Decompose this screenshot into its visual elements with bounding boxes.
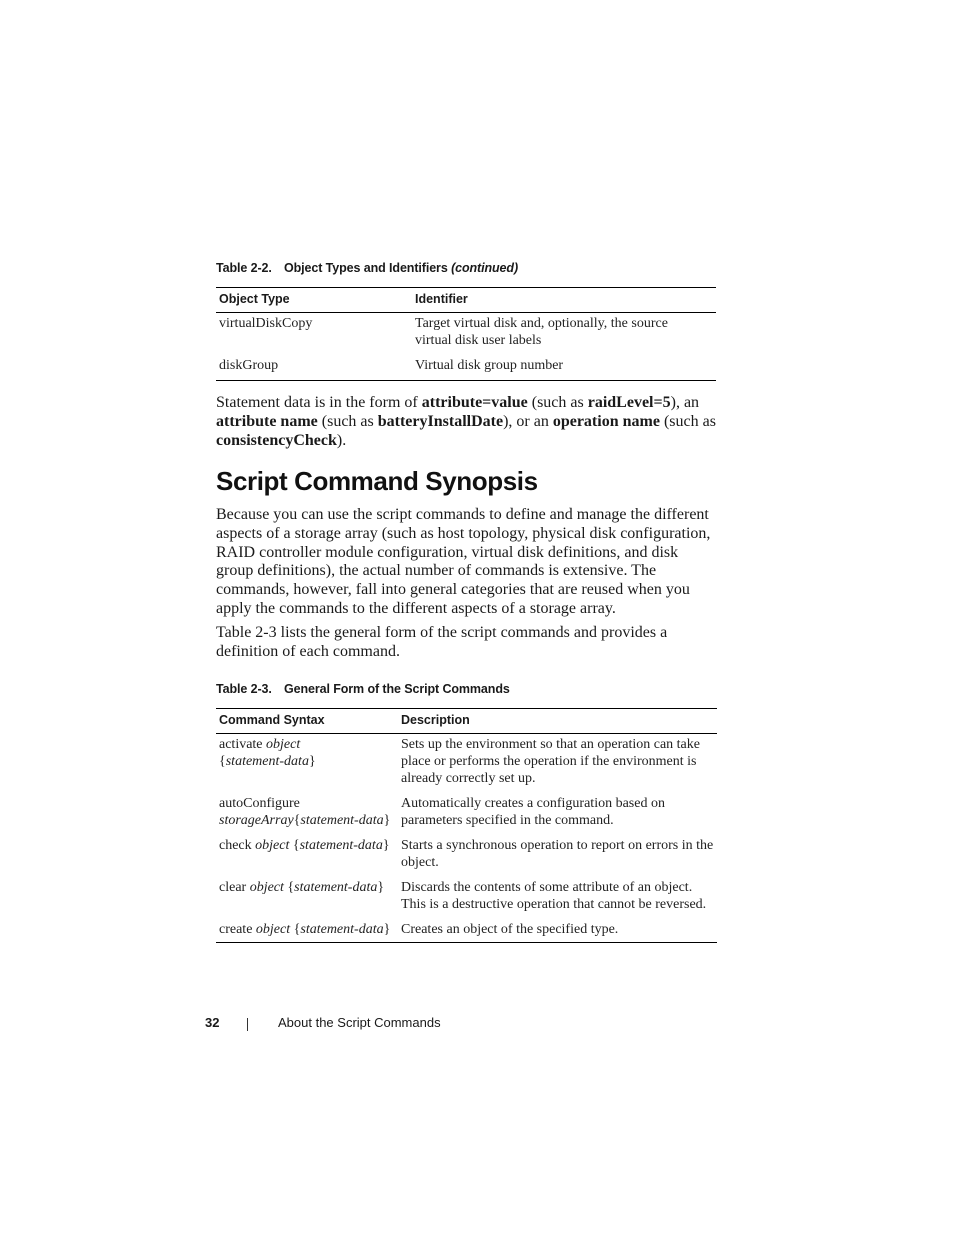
column-header-command-syntax: Command Syntax [216,709,398,734]
table-2-2 [216,287,716,381]
text-run: (such as [317,412,378,430]
column-header-object-type: Object Type [216,288,412,313]
chapter-title: About the Script Commands [278,1015,441,1030]
description-cell: Starts a synchronous operation to report on errors in the object. [401,838,714,870]
text-run: ). [336,431,347,449]
table-row [216,355,716,381]
table-row [216,919,717,943]
text-run: (such as [527,394,588,411]
statement-data-paragraph [216,394,716,450]
bold-term: attribute name [216,412,318,430]
command-keyword: activate [219,737,263,752]
table-2-2-caption-number: Table 2-2. [216,261,272,275]
text-run: ), or an [503,412,553,430]
identifier-cell: Target virtual disk and, optionally, the source virtual disk user labels [415,316,668,348]
bold-term: consistencyCheck [216,431,337,449]
text-run: (such as [659,412,716,430]
bold-term: batteryInstallDate [377,412,504,430]
command-object: object [255,838,290,853]
bold-term: raidLevel=5 [587,394,671,411]
table-row [216,313,716,356]
command-syntax-cell: check object {statement-data} [219,838,390,853]
command-statement-data: statement-data [225,754,309,769]
object-type-cell: virtualDiskCopy [219,316,313,331]
footer-separator [247,1018,248,1031]
column-header-identifier: Identifier [412,288,716,313]
text-run: Statement data is in the form of [216,394,422,411]
synopsis-paragraph: Because you can use the script commands to define and manage the different aspects of a storage array (such as host topology, physical disk configuration, RAID controller module configuration, virtual disk definitions, and disk group definitions), the actual number of commands is extensive. The commands, however, fall into general categories that are reused when you apply the commands to the different aspects of a storage array. [216,506,711,617]
command-keyword: clear [219,880,247,895]
table-2-3-caption [216,682,510,696]
command-syntax-cell: activate object {statement-data} [219,737,316,769]
bold-term: attribute=value [421,394,528,411]
command-statement-data: statement-data [300,922,384,937]
command-object: storageArray [219,813,294,828]
command-keyword: check [219,838,252,853]
command-syntax-cell: autoConfigure storageArray{statement-data} [219,796,391,828]
table-2-2-caption-title: Object Types and Identifiers [284,261,448,275]
command-object: object [266,737,301,752]
command-syntax-cell: create object {statement-data} [219,922,391,937]
table-reference-paragraph: Table 2-3 lists the general form of the script commands and provides a definition of each command. [216,624,668,660]
object-type-cell: diskGroup [219,358,279,373]
table-row [216,877,717,919]
table-2-2-caption-suffix: (continued) [451,261,519,275]
command-object: object [255,922,291,937]
command-keyword: create [219,922,253,937]
section-heading: Script Command Synopsis [216,466,538,496]
command-syntax-cell: clear object {statement-data} [219,880,385,895]
table-2-3-caption-number: Table 2-3. [216,682,272,696]
description-cell: Creates an object of the specified type. [401,922,619,937]
page-number: 32 [205,1015,220,1030]
bold-term: operation name [552,412,660,430]
command-object: object [249,880,284,895]
command-statement-data: statement-data [299,838,383,853]
table-header-row [216,709,717,734]
table-2-3-caption-title: General Form of the Script Commands [284,682,510,696]
text-run: ), an [670,394,700,411]
command-statement-data: statement-data [294,880,378,895]
table-row [216,793,717,835]
table-header-row [216,288,716,313]
column-header-description: Description [398,709,717,734]
command-statement-data: statement-data [300,813,384,828]
table-row [216,734,717,794]
table-row [216,835,717,877]
description-cell: Discards the contents of some attribute of an object. This is a destructive operation that cannot be reversed. [401,880,707,912]
description-cell: Sets up the environment so that an operation can take place or performs the operation if the environment is already correctly set up. [401,737,700,786]
identifier-cell: Virtual disk group number [415,358,564,373]
command-keyword: autoConfigure [219,796,300,811]
table-2-2-caption [216,261,518,275]
table-2-3 [216,708,717,943]
description-cell: Automatically creates a configuration based on parameters specified in the command. [401,796,665,828]
